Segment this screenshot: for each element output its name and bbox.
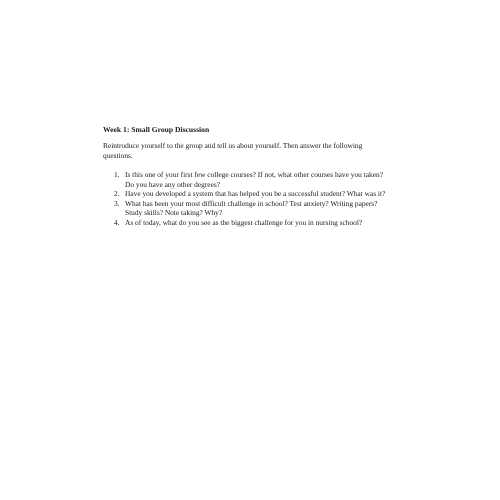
question-item — [103, 170, 403, 189]
intro-line: Reintroduce yourself to the group and tell us about yourself. Then answer the following — [103, 141, 363, 150]
document-title: Week 1: Small Group Discussion — [103, 125, 210, 134]
question-item — [103, 199, 403, 218]
question-list — [103, 170, 403, 227]
question-number: 4. — [114, 217, 120, 227]
question-number: 2. — [114, 189, 120, 198]
question-text-line: Do you have any other degrees? — [125, 179, 221, 189]
question-item — [103, 189, 403, 199]
question-number: 1. — [114, 170, 120, 179]
intro-paragraph — [103, 141, 403, 160]
question-text-line: As of today, what do you see as the biggest challenge for you in nursing school? — [125, 217, 363, 227]
question-text-line: What has been your most difficult challenge in school? Test anxiety? Writing papers? — [125, 198, 378, 208]
intro-line: questions. — [103, 150, 133, 160]
question-number: 3. — [114, 198, 120, 208]
question-text-line: Study skills? Note taking? Why? — [125, 208, 223, 217]
question-item — [103, 218, 403, 228]
document-page — [103, 125, 403, 227]
question-text-line: Have you developed a system that has helped you be a successful student? What was it? — [125, 189, 386, 198]
question-text-line: Is this one of your first few college courses? If not, what other courses have you taken? — [125, 170, 383, 179]
